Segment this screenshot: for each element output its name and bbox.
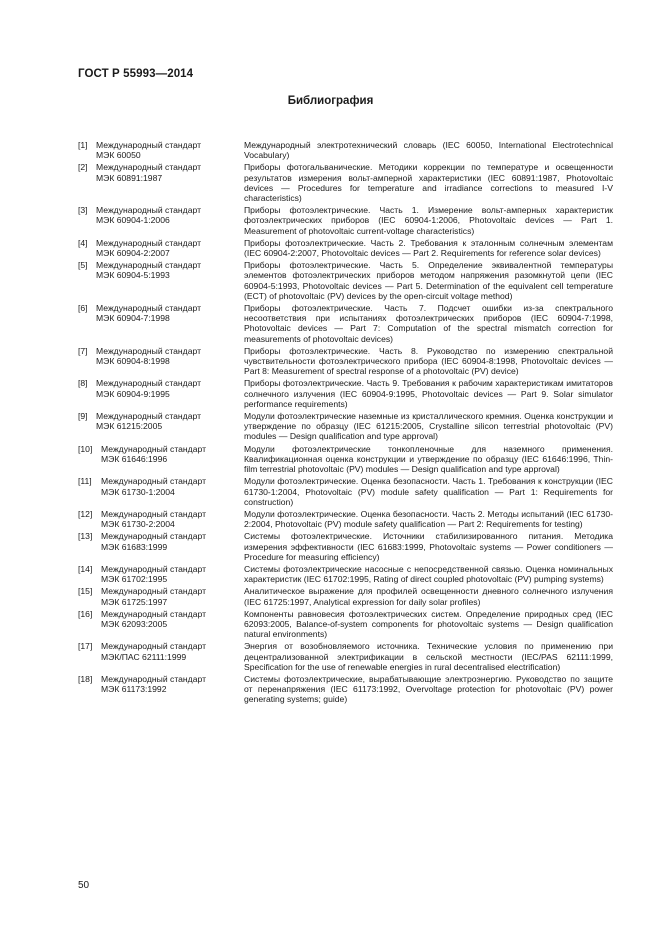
entry-number: [5] [78,260,88,271]
entry-source [78,238,244,258]
entry-number: [16] [78,608,93,619]
entry-standard-type: Международный стандарт [101,476,207,487]
bibliography-entry [78,444,613,475]
entry-standard-code: МЭК 60050 [96,150,141,161]
document-header: ГОСТ Р 55993—2014 [78,68,194,80]
entry-standard-code: МЭК 61725:1997 [101,596,168,607]
entry-number: [9] [78,411,88,422]
bibliography-entry [78,346,613,377]
entry-source [78,162,244,203]
entry-source [78,346,244,377]
entry-source [78,205,244,236]
entry-standard-type: Международный стандарт [101,508,207,519]
entry-description: Приборы фотоэлектрические. Часть 8. Руководство по измерению спектральной чувствительности фотоэлектрического прибора (IEC 60904-8:1998, Photovoltaic devices — Part 8: Measurement of spectral response of a photovoltaic (PV) device) [244,345,613,377]
entry-standard-code: МЭК 61646:1996 [101,453,168,464]
entry-number: [8] [78,378,88,389]
entry-standard-type: Международный стандарт [96,162,202,173]
bibliography-list [78,140,613,707]
bibliography-entry [78,674,613,705]
entry-standard-code: МЭК/ПАС 62111:1999 [101,651,187,662]
entry-description: Системы фотоэлектрические. Источники стабилизированного питания. Методика измерения эффективности (IEC 61683:1999, Photovoltaic systems — Power conditioners — Procedure for measuring efficiency) [244,531,613,562]
bibliography-entry [78,378,613,409]
entry-number: [11] [78,476,92,487]
entry-standard-code: МЭК 61215:2005 [96,421,163,432]
entry-standard-code: МЭК 60904-5:1993 [96,270,170,281]
bibliography-entry [78,586,613,606]
entry-standard-type: Международный стандарт [96,260,202,271]
entry-standard-type: Международный стандарт [101,531,207,542]
entry-source [78,476,244,507]
entry-standard-type: Международный стандарт [101,586,207,597]
entry-description: Компоненты равновесия фотоэлектрических систем. Определение природных сред (IEC 62093:2005, Balance-of-system components for photovoltaic systems — Design qualification natural environments) [244,608,613,640]
entry-source [78,260,244,301]
entry-number: [2] [78,162,88,173]
entry-number: [3] [78,205,88,216]
entry-number: [14] [78,563,93,574]
entry-source [78,674,244,705]
entry-standard-code: МЭК 61683:1999 [101,541,168,552]
entry-source [78,509,244,529]
entry-description: Энергия от возобновляемого источника. Технические условия по применению при децентрализованной электрификации в сельской местности (IEC/PAS 62111:1999, Specification for the use of renewable energies in rural decentralised electrification) [244,641,613,672]
entry-number: [6] [78,303,88,314]
entry-standard-code: МЭК 60904-9:1995 [96,388,170,399]
entry-number: [12] [78,508,93,519]
entry-description: Приборы фотоэлектрические. Часть 5. Определение эквивалентной температуры элементов фотоэлектрических приборов методом напряжения разомкнутой цепи (IEC 60904-5:1993, Photovoltaic devices — Part 5. Determination of the equivalent cell temperature (ECT) of photovoltaic (PV) devices by the open-circuit voltage method) [244,260,613,301]
entry-description: Приборы фотоэлектрические. Часть 7. Подсчет ошибки из-за спектрального несоответствия при испытаниях фотоэлектрических приборов (IEC 60904-7:1998, Photovoltaic devices — Part 7: Computation of the spectral mismatch correction for measurements of photovoltaic devices) [244,303,613,344]
bibliography-entry [78,641,613,672]
entry-standard-type: Международный стандарт [101,641,207,652]
entry-number: [1] [78,140,88,150]
entry-standard-code: МЭК 60904-1:2006 [96,215,170,226]
bibliography-entry [78,162,613,203]
entry-standard-code: МЭК 60904-7:1998 [96,313,170,324]
entry-standard-type: Международный стандарт [101,673,207,684]
entry-description: Международный электротехнический словарь (IEC 60050, International Electrotechnical Vocabulary) [244,140,613,161]
entry-standard-code: МЭК 61702:1995 [101,574,168,585]
entry-standard-type: Международный стандарт [96,140,202,150]
entry-number: [10] [78,443,93,454]
entry-source [78,444,244,475]
entry-standard-code: МЭК 60904-8:1998 [96,356,170,367]
entry-number: [17] [78,641,93,652]
entry-source [78,586,244,606]
entry-standard-type: Международный стандарт [101,608,207,619]
entry-source [78,641,244,672]
entry-description: Модули фотоэлектрические наземные из кристаллического кремния. Оценка конструкции и утверждение по образцу (IEC 61215:2005, Crystalline silicon terrestrial photovoltaic (PV) modules — Design qualification and type approval) [244,411,613,442]
entry-standard-type: Международный стандарт [96,411,202,422]
entry-standard-code: МЭК 61173:1992 [101,684,167,695]
entry-standard-code: МЭК 61730-2:2004 [101,519,175,530]
entry-description: Приборы фотоэлектрические. Часть 2. Требования к эталонным солнечным элементам (IEC 60904-2:2007, Photovoltaic devices — Part 2. Requirements for reference solar devices) [244,237,613,259]
entry-description: Модули фотоэлектрические тонкопленочные для наземного применения. Квалификационная оценка конструкции и утверждение по образцу (IEC 61646:1996, Thin-film terrestrial photovoltaic (PV) modules — Design qualification and type approval) [244,443,613,475]
bibliography-entry [78,205,613,236]
entry-source [78,609,244,640]
entry-standard-type: Международный стандарт [101,443,207,454]
entry-standard-code: МЭК 60891:1987 [96,172,163,183]
bibliography-entry [78,509,613,529]
entry-description: Модули фотоэлектрические. Оценка безопасности. Часть 2. Методы испытаний (IEC 61730-2:2004, Photovoltaic (PV) module safety qualification — Part 2: Requirements for testing) [244,508,613,530]
entry-standard-code: МЭК 60904-2:2007 [96,248,170,259]
bibliography-entry [78,531,613,562]
entry-source [78,564,244,584]
entry-standard-type: Международный стандарт [96,303,202,314]
entry-source [78,411,244,442]
entry-standard-type: Международный стандарт [96,205,202,216]
entry-description: Приборы фотоэлектрические. Часть 9. Требования к рабочим характеристикам имитаторов солнечного излучения (IEC 60904-9:1995, Photovoltaic devices — Part 9. Solar simulator performance requirements) [244,378,613,409]
entry-source [78,378,244,409]
entry-standard-type: Международный стандарт [96,378,202,389]
entry-number: [18] [78,673,93,684]
entry-number: [13] [78,531,93,542]
entry-description: Модули фотоэлектрические. Оценка безопасности. Часть 1. Требования к конструкции (IEC 61730-1:2004, Photovoltaic (PV) module safety qualification — Part 1: Requirements for construction) [244,476,613,507]
entry-source [78,303,244,344]
entry-description: Приборы фотогальванические. Методики коррекции по температуре и освещенности результатов измерения вольт-амперной характеристики (IEC 60891:1987, Photovoltaic devices — Procedures for temperature and irradiance corrections to measured I-V characteristics) [244,162,613,204]
bibliography-entry [78,140,613,160]
bibliography-entry [78,476,613,507]
bibliography-entry [78,564,613,584]
bibliography-entry [78,303,613,344]
entry-number: [4] [78,237,88,248]
entry-standard-code: МЭК 61730-1:2004 [101,486,175,497]
entry-standard-code: МЭК 62093:2005 [101,618,168,629]
entry-description: Системы фотоэлектрические насосные с непосредственной связью. Оценка номинальных характеристик (IEC 61702:1995, Rating of direct coupled photovoltaic (PV) pumping systems) [244,563,613,585]
entry-standard-type: Международный стандарт [101,563,207,574]
bibliography-entry [78,238,613,258]
entry-description: Системы фотоэлектрические, вырабатывающие электроэнергию. Руководство по защите от перенапряжения (IEC 61173:1992, Overvoltage protection for photovoltaic (PV) power generating systems; guide) [244,673,613,705]
entry-standard-type: Международный стандарт [96,345,202,356]
bibliography-entry [78,609,613,640]
entry-description: Приборы фотоэлектрические. Часть 1. Измерение вольт-амперных характеристик фотоэлектрических приборов (IEC 60904-1:2006, Photovoltaic devices — Part 1. Measurement of photovoltaic current-voltage characteristics) [244,205,613,236]
bibliography-entry [78,411,613,442]
bibliography-entry [78,260,613,301]
entry-description: Аналитическое выражение для профилей освещенности дневного солнечного излучения (IEC 61725:1997, Analytical expression for daily solar profiles) [244,586,613,607]
page-number: 50 [78,880,90,891]
entry-number: [15] [78,586,93,597]
entry-source [78,140,244,160]
entry-standard-type: Международный стандарт [96,237,202,248]
entry-source [78,531,244,562]
bibliography-title: Библиография [287,95,374,107]
entry-number: [7] [78,345,88,356]
